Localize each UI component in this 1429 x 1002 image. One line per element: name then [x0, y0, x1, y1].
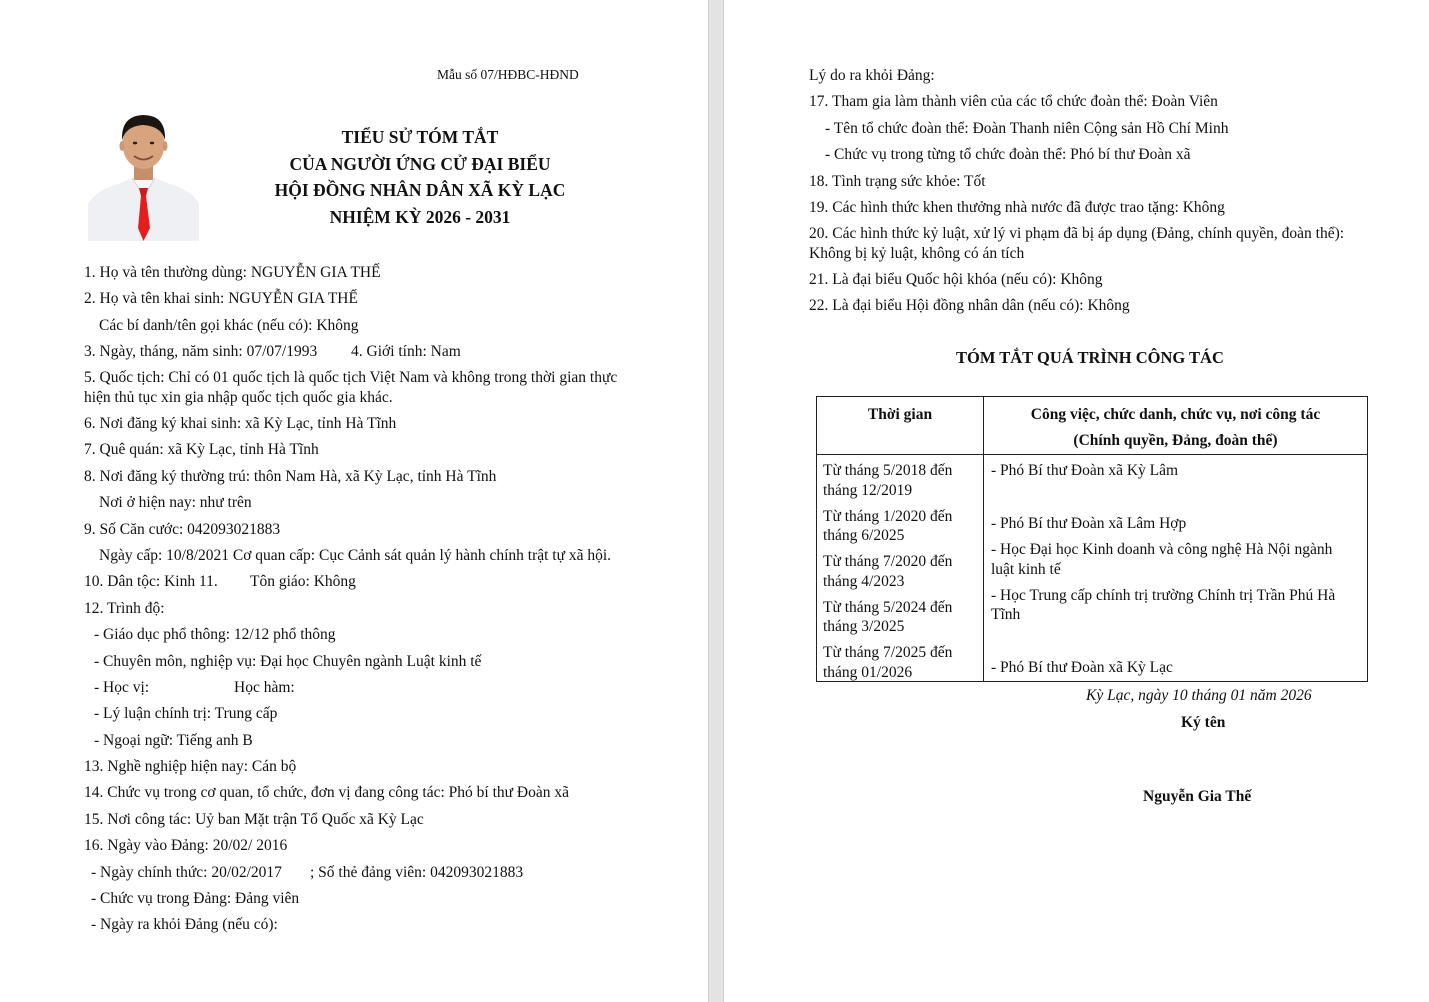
position: 14. Chức vụ trong cơ quan, tổ chức, đơn vị đang công tác: Phó bí thư Đoàn xã: [84, 784, 569, 801]
form-code: Mẫu số 07/HĐBC-HĐND: [437, 67, 579, 82]
candidate-photo: [88, 104, 199, 241]
party-leave-reason: Lý do ra khỏi Đảng:: [809, 67, 935, 84]
period-cell: [817, 455, 984, 682]
nationality-cont: hiện thủ tục xin gia nhập quốc tịch quốc gia khác.: [84, 389, 393, 406]
common-name: 1. Họ và tên thường dùng: NGUYỄN GIA THẾ: [84, 264, 381, 281]
organization-name: - Tên tổ chức đoàn thể: Đoàn Thanh niên Cộng sản Hồ Chí Minh: [825, 120, 1229, 137]
signer-name: Nguyễn Gia Thế: [1143, 788, 1252, 805]
title-line: CỦA NGƯỜI ỨNG CỬ ĐẠI BIỂU: [289, 153, 551, 174]
education-heading: 12. Trình độ:: [84, 600, 165, 617]
religion: Tôn giáo: Không: [250, 573, 356, 590]
academic-title: Học hàm:: [234, 679, 295, 696]
sign-label: Ký tên: [1181, 714, 1226, 731]
health-status: 18. Tình trạng sức khỏe: Tốt: [809, 173, 986, 190]
document-title: [225, 124, 615, 230]
birth-registration: 6. Nơi đăng ký khai sinh: xã Kỳ Lạc, tỉnh Hà Tĩnh: [84, 415, 397, 432]
place-date: Kỳ Lạc, ngày 10 tháng 01 năm 2026: [1086, 687, 1312, 704]
period-item: tháng 6/2025: [823, 527, 905, 544]
specialization: - Chuyên môn, nghiệp vụ: Đại học Chuyên ngành Luật kinh tế: [94, 653, 482, 670]
permanent-residence: 8. Nơi đăng ký thường trú: thôn Nam Hà, xã Kỳ Lạc, tỉnh Hà Tĩnh: [84, 468, 497, 485]
ethnicity: 10. Dân tộc: Kinh 11.: [84, 573, 218, 590]
id-number: 9. Số Căn cước: 042093021883: [84, 521, 281, 538]
period-item: tháng 4/2023: [823, 573, 905, 590]
header-work: [984, 397, 1368, 455]
date-of-birth: 3. Ngày, tháng, năm sinh: 07/07/1993: [84, 343, 318, 360]
political-theory: - Lý luận chính trị: Trung cấp: [94, 705, 278, 722]
official-date: - Ngày chính thức: 20/02/2017: [91, 864, 282, 881]
occupation: 13. Nghề nghiệp hiện nay: Cán bộ: [84, 758, 297, 775]
workplace: 15. Nơi công tác: Uỷ ban Mặt trận Tổ Quốc xã Kỳ Lạc: [84, 811, 424, 828]
career-table: [816, 396, 1368, 682]
work-item: - Phó Bí thư Đoàn xã Kỳ Lạc: [991, 659, 1173, 676]
period-item: tháng 01/2026: [823, 664, 913, 681]
period-item: Từ tháng 5/2024 đến: [823, 599, 953, 616]
title-line: TIỂU SỬ TÓM TẮT: [341, 127, 499, 147]
work-item: - Học Trung cấp chính trị trường Chính trị Trần Phú Hà: [991, 587, 1336, 604]
general-education: - Giáo dục phổ thông: 12/12 phổ thông: [94, 626, 336, 643]
current-residence: Nơi ở hiện nay: như trên: [99, 494, 252, 511]
national-assembly: 21. Là đại biểu Quốc hội khóa (nếu có): Không: [809, 271, 1103, 288]
page-gutter: [708, 0, 724, 1002]
work-item: Tĩnh: [991, 606, 1021, 623]
gender: 4. Giới tính: Nam: [351, 343, 461, 360]
header-work-line1: Công việc, chức danh, chức vụ, nơi công tác: [1030, 406, 1321, 423]
awards: 19. Các hình thức khen thưởng nhà nước đã được trao tặng: Không: [809, 199, 1225, 216]
id-issue: Ngày cấp: 10/8/2021 Cơ quan cấp: Cục Cảnh sát quản lý hành chính trật tự xã hội.: [99, 547, 612, 564]
period-item: tháng 12/2019: [823, 482, 913, 499]
header-period-text: Thời gian: [867, 406, 933, 423]
period-item: Từ tháng 7/2020 đến: [823, 553, 953, 570]
party-position: - Chức vụ trong Đảng: Đảng viên: [91, 890, 300, 907]
work-cell: [984, 455, 1368, 682]
title-line: NHIỆM KỲ 2026 - 2031: [329, 206, 511, 227]
page-right: [724, 0, 1429, 1002]
work-item: - Học Đại học Kinh doanh và công nghệ Hà Nội ngành: [991, 541, 1333, 558]
work-item: luật kinh tế: [991, 561, 1061, 578]
peoples-council: 22. Là đại biểu Hội đồng nhân dân (nếu có): Không: [809, 297, 1130, 314]
nationality: 5. Quốc tịch: Chỉ có 01 quốc tịch là quốc tịch Việt Nam và không trong thời gian thực: [84, 369, 618, 386]
header-work-line2: (Chính quyền, Đảng, đoàn thể): [1073, 432, 1278, 449]
work-item: - Phó Bí thư Đoàn xã Kỳ Lâm: [991, 462, 1179, 479]
aliases: Các bí danh/tên gọi khác (nếu có): Không: [99, 317, 359, 334]
birth-name: 2. Họ và tên khai sinh: NGUYỄN GIA THẾ: [84, 290, 358, 307]
period-item: Từ tháng 1/2020 đến: [823, 508, 953, 525]
header-period: [817, 397, 984, 455]
discipline: 20. Các hình thức kỷ luật, xử lý vi phạm đã bị áp dụng (Đảng, chính quyền, đoàn thể):: [809, 225, 1345, 242]
degree: - Học vị:: [94, 679, 150, 696]
period-item: Từ tháng 7/2025 đến: [823, 644, 953, 661]
title-line: HỘI ĐỒNG NHÂN DÂN XÃ KỲ LẠC: [274, 180, 566, 200]
career-section-title: TÓM TẮT QUÁ TRÌNH CÔNG TÁC: [956, 348, 1224, 367]
party-leave-date: - Ngày ra khỏi Đảng (nếu có):: [91, 916, 278, 933]
page-left: [0, 0, 708, 1002]
discipline-cont: Không bị kỷ luật, không có án tích: [809, 245, 1025, 262]
party-card-number: ; Số thẻ đảng viên: 042093021883: [310, 864, 524, 881]
period-item: tháng 3/2025: [823, 618, 905, 635]
work-item: - Phó Bí thư Đoàn xã Lâm Hợp: [991, 515, 1187, 532]
hometown: 7. Quê quán: xã Kỳ Lạc, tỉnh Hà Tĩnh: [84, 441, 319, 458]
period-item: Từ tháng 5/2018 đến: [823, 462, 953, 479]
foreign-language: - Ngoại ngữ: Tiếng anh B: [94, 732, 253, 749]
party-join-date: 16. Ngày vào Đảng: 20/02/ 2016: [84, 837, 288, 854]
organizations: 17. Tham gia làm thành viên của các tổ chức đoàn thể: Đoàn Viên: [809, 93, 1218, 110]
organization-position: - Chức vụ trong từng tổ chức đoàn thể: Phó bí thư Đoàn xã: [825, 146, 1191, 163]
